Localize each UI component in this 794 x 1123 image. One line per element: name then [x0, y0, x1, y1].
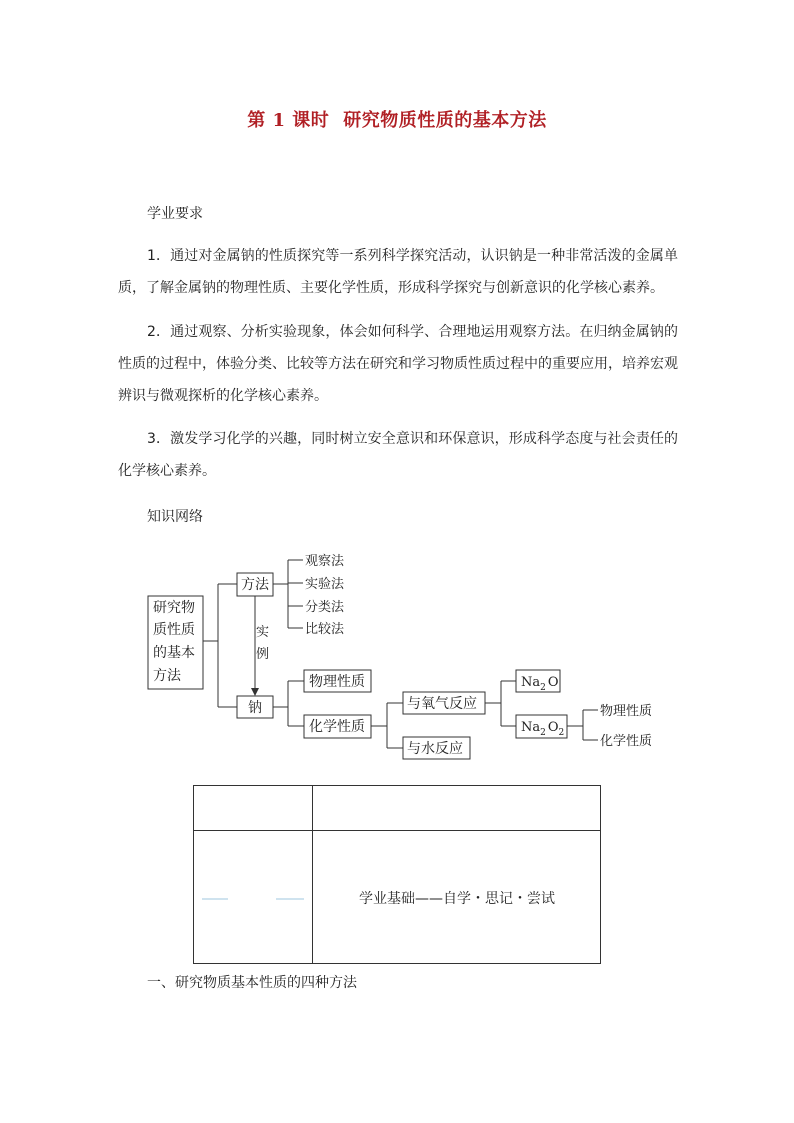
requirement-item-3: 3．激发学习化学的兴趣，同时树立安全意识和环保意识，形成科学态度与社会责任的化学核心素养。: [118, 431, 678, 479]
water-reaction-label: 与水反应: [407, 741, 463, 757]
na2o2-formula: $Na_2$ $O_2$: [521, 720, 565, 738]
requirements-heading: 学业要求: [147, 206, 203, 222]
example-label-1: 实: [256, 625, 270, 640]
section-heading: 一、研究物质基本性质的四种方法: [147, 975, 357, 991]
example-label-2: 例: [256, 647, 270, 662]
faded-mark-left: [202, 898, 228, 900]
root-label-line-4: 方法: [153, 668, 181, 684]
oxygen-reaction-label: 与氧气反应: [407, 696, 477, 712]
arrow-head-icon: [251, 688, 259, 696]
lesson-number: 第 1 课时: [247, 110, 330, 131]
network-heading: 知识网络: [147, 509, 203, 525]
method-observe: 观察法: [305, 554, 345, 569]
na2o2-physical-label: 物理性质: [600, 704, 653, 719]
na2o-formula: $Na_2$ O: [521, 675, 559, 693]
root-label-line-2: 质性质: [153, 622, 195, 638]
physical-property-label: 物理性质: [309, 674, 365, 690]
chemical-property-label: 化学性质: [309, 719, 365, 735]
banner-text: 学业基础——自学・思记・尝试: [359, 890, 555, 907]
faded-mark-right: [276, 898, 304, 900]
requirement-item-1: 1．通过对金属钠的性质探究等一系列科学探究活动，认识钠是一种非常活泼的金属单质，了解金属钠的物理性质、主要化学性质，形成科学探究与创新意识的化学核心素养。: [118, 248, 678, 296]
lesson-topic: 研究物质性质的基本方法: [343, 110, 547, 131]
requirement-item-2: 2．通过观察、分析实验现象，体会如何科学、合理地运用观察方法。在归纳金属钠的性质的过程中，体验分类、比较等方法在研究和学习物质性质过程中的重要应用，培养宏观辨识与微观探析的化学核心素养。: [118, 324, 678, 404]
methods-label: 方法: [241, 577, 269, 593]
section-banner-table: [193, 785, 601, 964]
method-classify: 分类法: [305, 600, 345, 615]
method-compare: 比较法: [305, 622, 345, 637]
root-label-line-3: 的基本: [153, 645, 195, 661]
root-label-line-1: 研究物: [153, 600, 195, 616]
sodium-label: 钠: [248, 700, 262, 716]
na2o2-chemical-label: 化学性质: [600, 734, 653, 749]
method-experiment: 实验法: [305, 577, 345, 592]
